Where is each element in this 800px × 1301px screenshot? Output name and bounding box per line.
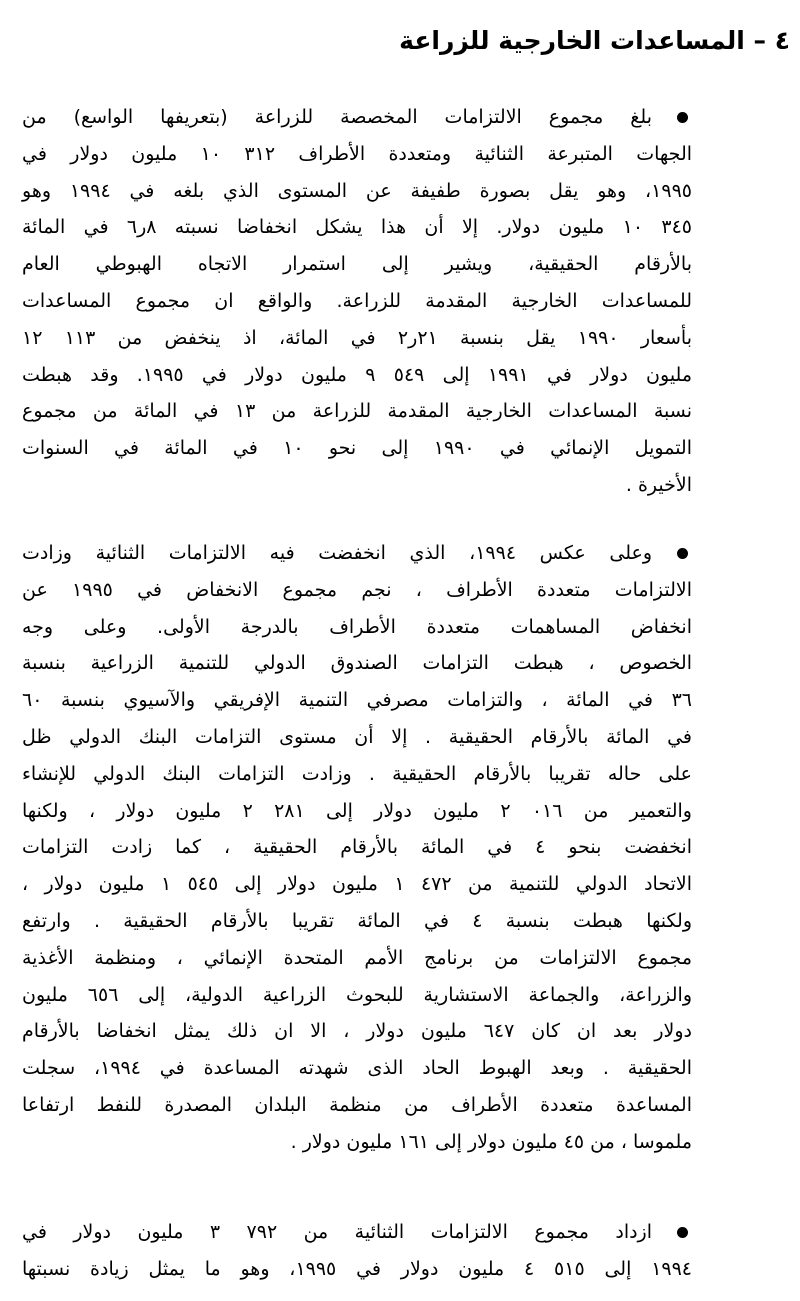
text-line — [22, 136, 692, 173]
text-line-content: الجهات المتبرعة الثنائية ومتعددة الأطراف ٣١٢ ١٠ مليون دولار في — [22, 142, 693, 165]
text-line-content: انخفاض المساهمات متعددة الأطراف بالدرجة الأولى. وعلى وجه — [22, 615, 692, 638]
text-line-content: ازداد مجموع الالتزامات الثنائية من ٧٩٢ ٣ مليون دولار في — [22, 1221, 653, 1243]
text-line — [22, 1214, 692, 1251]
text-line — [22, 246, 692, 283]
text-line-content: المساعدة متعددة الأطراف من منظمة البلدان المصدرة للنفط ارتفاعا — [22, 1093, 692, 1116]
text-line-content: بلغ مجموع الالتزامات المخصصة للزراعة (بتعريفها الواسع) من — [22, 106, 652, 128]
text-line — [22, 1050, 692, 1087]
text-line-content: الخصوص ، هبطت التزامات الصندوق الدولي للتنمية الزراعية بنسبة — [22, 652, 692, 675]
text-line-content: بالأرقام الحقيقية، ويشير إلى استمرار الاتجاه الهبوطي العام — [22, 253, 692, 276]
text-line-content: مليون دولار في ١٩٩١ إلى ٥٤٩ ٩ مليون دولار في ١٩٩٥. وقد هبطت — [22, 363, 693, 386]
text-line-content: دولار بعد ان كان ٦٤٧ مليون دولار ، الا ان ذلك يمثل انخفاضا بالأرقام — [22, 1020, 692, 1043]
paragraph-multilateral-decline — [22, 535, 692, 1161]
text-line — [22, 1087, 692, 1124]
text-line-content: الأخيرة . — [625, 473, 692, 496]
text-line — [22, 903, 692, 940]
text-line — [22, 173, 692, 210]
text-line-content: على حاله تقريبا بالأرقام الحقيقية . وزادت التزامات البنك الدولي للإنشاء — [22, 762, 692, 785]
text-line — [22, 357, 692, 394]
text-line — [22, 209, 692, 246]
section-heading: ٤ – المساعدات الخارجية للزراعة — [399, 26, 790, 55]
text-line — [22, 467, 692, 504]
text-line — [22, 829, 692, 866]
text-line — [22, 535, 692, 572]
text-line — [22, 719, 692, 756]
text-line — [22, 977, 692, 1014]
paragraph-agricultural-commitments — [22, 99, 692, 504]
text-line — [22, 866, 692, 903]
text-line-content: الحقيقية . وبعد الهبوط الحاد الذى شهدته المساعدة في ١٩٩٤، سجلت — [22, 1057, 692, 1080]
text-line — [22, 645, 692, 682]
text-line — [22, 1013, 692, 1050]
text-line — [22, 1124, 692, 1161]
text-line — [22, 430, 692, 467]
text-line-content: نسبة المساعدات الخارجية المقدمة للزراعة من ١٣ في المائة من مجموع — [22, 400, 692, 423]
text-line-content: الاتحاد الدولي للتنمية من ٤٧٢ ١ مليون دولار إلى ٥٤٥ ١ مليون دولار ، — [22, 873, 692, 896]
text-line-content: التمويل الإنمائي في ١٩٩٠ إلى نحو ١٠ في المائة في السنوات — [22, 437, 692, 460]
text-line-content: ملموسا ، من ٤٥ مليون دولار إلى ١٦١ مليون دولار . — [290, 1130, 692, 1153]
text-line-content: ١٩٩٤ إلى ٥١٥ ٤ مليون دولار في ١٩٩٥، وهو ما يمثل زيادة نسبتها — [22, 1257, 693, 1280]
text-line-content: والتعمير من ٠١٦ ٢ مليون دولار إلى ٢٨١ ٢ مليون دولار ، ولكنها — [22, 799, 692, 822]
text-line — [22, 572, 692, 609]
text-line-content: ٣٦ في المائة ، والتزامات مصرفي التنمية الإفريقي والآسيوي بنسبة ٦٠ — [22, 689, 692, 712]
text-line-content: الالتزامات متعددة الأطراف ، نجم مجموع الانخفاض في ١٩٩٥ عن — [22, 578, 692, 601]
text-line-content: ٣٤٥ ١٠ مليون دولار. إلا أن هذا يشكل انخفاضا نسبته ٨ر٦ في المائة — [22, 216, 692, 239]
text-line-content: في المائة بالأرقام الحقيقية . إلا أن مستوى التزامات البنك الدولي ظل — [22, 725, 692, 748]
text-line-content: بأسعار ١٩٩٠ يقل بنسبة ٢١ر٢ في المائة، اذ ينخفض من ١١٣ ١٢ — [22, 326, 692, 349]
text-line-content: والزراعة، والجماعة الاستشارية للبحوث الزراعية الدولية، إلى ٦٥٦ مليون — [22, 983, 692, 1006]
text-line-content: ١٩٩٥، وهو يقل بصورة طفيفة عن المستوى الذي بلغه في ١٩٩٤ وهو — [22, 179, 692, 202]
text-line — [22, 756, 692, 793]
paragraph-bilateral-increase — [22, 1214, 692, 1288]
bullet-icon — [677, 548, 688, 559]
text-line-content: ولكنها هبطت بنسبة ٤ في المائة تقريبا بالأرقام الحقيقية . وارتفع — [22, 909, 692, 932]
text-line — [22, 99, 692, 136]
text-line-content: للمساعدات الخارجية المقدمة للزراعة. والواقع ان مجموع المساعدات — [22, 289, 692, 312]
text-line — [22, 793, 692, 830]
bullet-icon — [677, 112, 688, 123]
bullet-icon — [677, 1227, 688, 1238]
text-line — [22, 283, 692, 320]
text-line — [22, 393, 692, 430]
text-line — [22, 609, 692, 646]
text-line-content: وعلى عكس ١٩٩٤، الذي انخفضت فيه الالتزامات الثنائية وزادت — [22, 542, 652, 564]
text-line-content: انخفضت بنحو ٤ في المائة بالأرقام الحقيقية ، كما زادت التزامات — [22, 836, 692, 859]
text-line — [22, 1251, 692, 1288]
text-line — [22, 940, 692, 977]
text-line — [22, 320, 692, 357]
text-line — [22, 682, 692, 719]
text-line-content: مجموع الالتزامات من برنامج الأمم المتحدة الإنمائي ، ومنظمة الأغذية — [22, 946, 692, 969]
